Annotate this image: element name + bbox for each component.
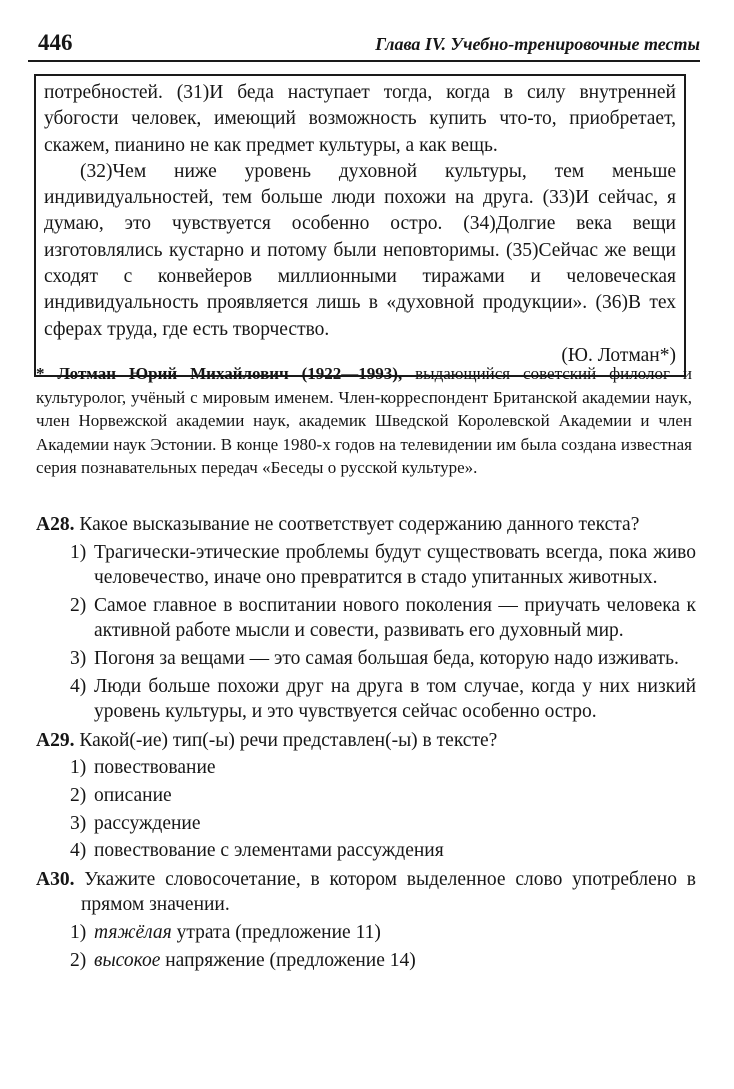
source-text-box: [34, 74, 686, 377]
text-paragraph: (32)Чем ниже уровень духовной культуры, тем меньше индивидуальностей, тем больше люди похожи на друга. (33)И сейчас, я думаю, это чувствуется особенно остро. (34)Долгие века вещи изготовлялись кустарно и потому были неповторимы. (35)Сейчас же вещи сходят с конвейеров миллионными тиражами и человеческая индивидуальность проявляется лишь в «духовной продукции». (36)В тех сферах труда, где есть творчество.: [44, 160, 676, 340]
page-header: [28, 30, 700, 62]
option-text: описание: [94, 784, 172, 806]
answer-options: [36, 755, 696, 863]
answer-options: [36, 920, 696, 973]
answer-option: [36, 646, 696, 672]
option-text: повествование с элементами рассуждения: [94, 840, 444, 862]
answer-option: [36, 783, 696, 809]
answer-option: [36, 948, 696, 974]
question-a30: [36, 867, 696, 918]
option-number: 1): [70, 921, 87, 943]
questions-section: [36, 512, 696, 976]
option-text: утрата (предложение 11): [171, 921, 381, 943]
chapter-title: Глава IV. Учебно-тренировочные тесты: [375, 34, 700, 54]
answer-option: [36, 811, 696, 837]
option-text: Самое главное в воспитании нового поколения — приучать человека к активной работе мысли и совести, развивать его духовный мир.: [94, 594, 696, 642]
option-text: Люди больше похожи друг на друга в том случае, когда у них низкий уровень культуры, и это чувствуется сейчас особенно остро.: [94, 675, 696, 723]
answer-options: [36, 540, 696, 725]
option-number: 4): [70, 675, 87, 697]
option-number: 3): [70, 647, 87, 669]
option-number: 2): [70, 594, 87, 616]
answer-option: [36, 920, 696, 946]
option-number: 2): [70, 949, 87, 971]
question-a29: [36, 728, 696, 754]
highlighted-word: тяжёлая: [94, 921, 172, 943]
text-paragraph: потребностей. (31)И беда наступает тогда, когда в силу внутренней убогости человек, имеющий возможность купить что-то, приобретает, скажем, пианино не как предмет культуры, а как вещь.: [44, 82, 676, 156]
answer-option: [36, 540, 696, 591]
answer-option: [36, 755, 696, 781]
highlighted-word: высокое: [94, 949, 161, 971]
option-text: рассуждение: [94, 812, 201, 834]
footnote-name: * Лотман Юрий Михайлович (1922—1993),: [36, 364, 403, 383]
question-text: Укажите словосочетание, в котором выделенное слово употреблено в прямом значении.: [74, 868, 696, 916]
answer-option: [36, 593, 696, 644]
question-text: Какой(-ие) тип(-ы) речи представлен(-ы) в тексте?: [74, 729, 498, 751]
page-number: 446: [38, 30, 73, 55]
option-text: повествование: [94, 757, 216, 779]
option-number: 1): [70, 757, 87, 779]
option-number: 2): [70, 784, 87, 806]
footnote: [36, 362, 692, 480]
answer-option: [36, 674, 696, 725]
option-text: Погоня за вещами — это самая большая беда, которую надо изживать.: [94, 647, 679, 669]
question-text: Какое высказывание не соответствует содержанию данного текста?: [74, 514, 640, 535]
text-author: (Ю. Лотман*): [561, 344, 676, 366]
option-number: 1): [70, 541, 87, 563]
footnote-text: выдающийся советский филолог и культуролог, учёный с мировым именем. Член-корреспондент Британской академии наук, член Норвежской академии наук, академик Шведской Королевской Академии и член Академии наук Эстонии. В конце 1980-х годов на телевидении им была создана известная серия познавательных передач «Беседы о русской культуре».: [36, 364, 692, 477]
option-text: Трагически-этические проблемы будут существовать всегда, пока живо человечество, иначе оно превратится в стадо упитанных животных.: [94, 541, 696, 589]
question-number: А30.: [36, 868, 75, 890]
option-text: напряжение (предложение 14): [160, 949, 416, 971]
question-number: А28.: [36, 514, 75, 535]
option-number: 4): [70, 840, 87, 862]
option-number: 3): [70, 812, 87, 834]
question-a28: [36, 512, 696, 538]
question-number: А29.: [36, 729, 75, 751]
answer-option: [36, 838, 696, 864]
